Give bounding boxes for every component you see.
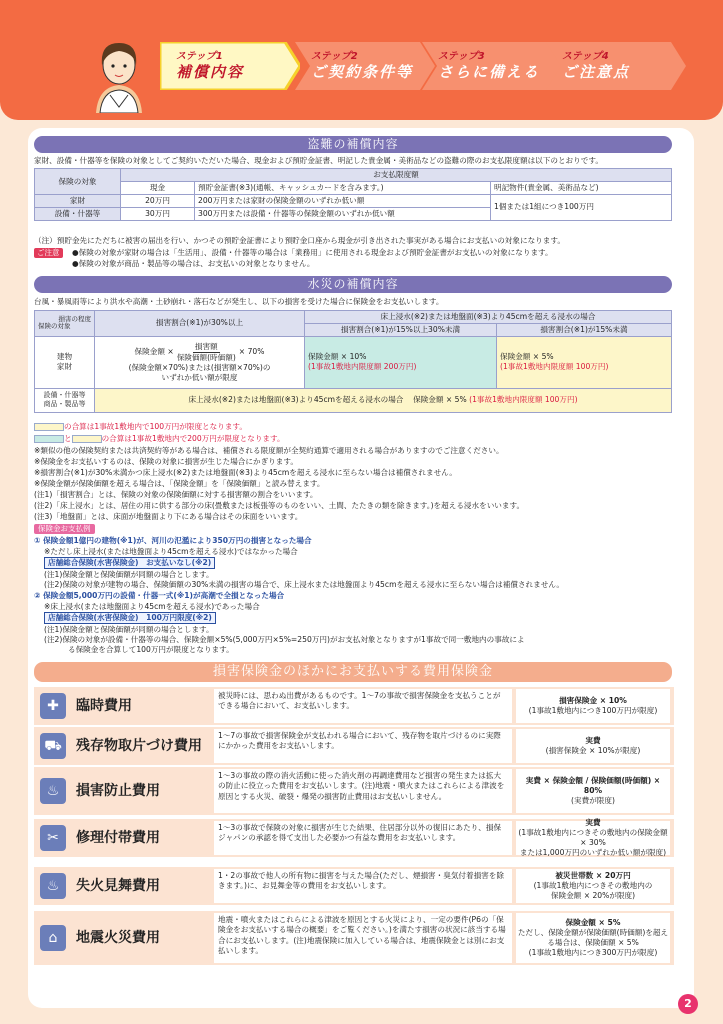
ex2-title: ② 保険金額5,000万円の設備・什器一式(※1)が高潮で全損となった場合 bbox=[34, 591, 285, 600]
expense-row bbox=[34, 867, 674, 905]
expense-amount-note-2: 保険金額 × 20%が限度) bbox=[550, 890, 636, 900]
theft-col-target: 保険の対象 bbox=[35, 169, 121, 195]
expenses-heading: 損害保険金のほかにお支払いする費用保険金 bbox=[34, 662, 672, 682]
caution-tag: ご注意 bbox=[34, 248, 63, 258]
flood-row2-text: 床上浸水(※2)または地盤面(※3)より45cmを超える浸水の場合 bbox=[188, 395, 404, 405]
expense-description: 1〜3の事故で保険の対象に損害が生じた結果、住居部分以外の復旧にあたり、損保ジャパンの承認を得て支出した必要かつ有益な費用をお支払いします。 bbox=[214, 821, 512, 855]
expense-amount bbox=[516, 729, 670, 763]
theft-caution-block bbox=[34, 248, 63, 258]
flood-legend-2 bbox=[34, 434, 285, 444]
step-1-number: ステップ1 bbox=[176, 50, 223, 62]
formula-tail: × 70% bbox=[238, 347, 265, 357]
step-3-title: さらに備える bbox=[438, 62, 541, 81]
flood-note-3: ※保険金額が保険価額を超える場合は、「保険金額」を「保険価額」と読み替えます。 bbox=[34, 479, 325, 488]
expense-amount-main: 実費 bbox=[585, 736, 601, 746]
flood-b1-value: 保険金額 × 10% bbox=[308, 352, 367, 362]
ex2-note1: (注1)保険金額と保険価額が同額の場合とします。 bbox=[44, 625, 214, 634]
flood-legend-1 bbox=[34, 422, 247, 432]
flood-row2-limit: (1事故1敷地内限度額 100万円) bbox=[469, 395, 578, 405]
step-2[interactable] bbox=[295, 42, 425, 90]
presenter-avatar-icon bbox=[88, 35, 150, 113]
ex1-note1: (注1)保険金額と保険価額が同額の場合とします。 bbox=[44, 570, 214, 579]
theft-table bbox=[34, 168, 672, 221]
flood-formula bbox=[95, 336, 305, 388]
theft-sub-explicit: 明記物件(貴金属、美術品など) bbox=[491, 181, 672, 194]
expense-description: 1・2の事故で他人の所有物に損害を与えた場合(ただし、煙損害・臭気付着損害を除きます。)に、お見舞金等の費用をお支払いします。 bbox=[214, 869, 512, 903]
header-band bbox=[0, 0, 723, 120]
flood-col-b: 床上浸水(※2)または地盤面(※3)より45cmを超える浸水の場合 bbox=[305, 311, 672, 324]
flood-row2-cell bbox=[95, 388, 672, 412]
expense-amount-main: 実費 bbox=[585, 818, 601, 828]
ex2-sub: ※床上浸水(または地盤面より45cmを超える浸水)であった場合 bbox=[44, 602, 260, 611]
theft-row2-label: 設備・什器等 bbox=[35, 207, 121, 220]
flood-row2-value: 保険金額 × 5% bbox=[413, 395, 467, 405]
theft-row1-label: 家財 bbox=[35, 194, 121, 207]
legend-yellow-swatch-2 bbox=[72, 435, 102, 443]
expense-description: 1〜7の事故で損害保険金が支払われる場合において、残存物を取片づけるのに実際にかかった費用をお支払いします。 bbox=[214, 729, 512, 763]
theft-caution-2: ●保険の対象が商品・製品等の場合は、お支払いの対象となりません。 bbox=[72, 259, 315, 268]
expense-amount-note-2: (1事故1敷地内につき300万円が限度) bbox=[528, 947, 658, 957]
legend-2-text: の合算は1事故1敷地内で200万円が限度となります。 bbox=[101, 434, 285, 443]
truck-icon: ⛟ bbox=[40, 733, 66, 759]
expense-amount bbox=[516, 869, 670, 903]
expense-amount bbox=[516, 689, 670, 723]
expense-description: 1〜3の事故の際の消火活動に使った消火剤の再調達費用など損害の発生または拡大の防止に役立った費用をお支払いします。(注)地震・噴火またはこれらによる津波を原因とする火災、破裂・爆発の損害防止費用はお支払いしません。 bbox=[214, 769, 512, 813]
expense-name: 失火見舞費用 bbox=[76, 878, 160, 894]
flood-col-b1: 損害割合(※1)が15%以上30%未満 bbox=[305, 323, 497, 336]
flood-b1-limit: (1事故1敷地内限度額 200万円) bbox=[308, 362, 417, 372]
theft-heading: 盗難の補償内容 bbox=[34, 136, 672, 153]
flood-corner-bottom: 保険の対象 bbox=[38, 322, 71, 331]
example-tag-wrap bbox=[34, 524, 95, 534]
theft-row1-deposit: 200万円または家財の保険金額のいずれか低い額 bbox=[195, 194, 491, 207]
flood-col-b2: 損害割合(※1)が15%未満 bbox=[497, 323, 672, 336]
expense-row bbox=[34, 727, 674, 765]
flood-row2-label: 設備・什器等 商品・製品等 bbox=[35, 388, 95, 412]
fire-icon: ♨ bbox=[40, 873, 66, 899]
expense-amount-note: (損害保険金 × 10%が限度) bbox=[545, 746, 641, 755]
flood-note-6: (注3)「地盤面」とは、床面が地盤面より下にある場合はその床面をいいます。 bbox=[34, 512, 303, 521]
ex2-note3: る保険金を合算して100万円が限度となります。 bbox=[68, 645, 234, 654]
expense-amount-note: (1事故1敷地内につきその敷地内の保険金額 × 30% bbox=[518, 828, 668, 847]
expense-amount bbox=[516, 913, 670, 963]
expense-row bbox=[34, 911, 674, 965]
flood-b2-limit: (1事故1敷地内限度額 100万円) bbox=[500, 362, 609, 372]
ambulance-icon: ✚ bbox=[40, 693, 66, 719]
theft-row1-cash: 20万円 bbox=[121, 194, 195, 207]
flood-heading: 水災の補償内容 bbox=[34, 276, 672, 293]
step-4[interactable] bbox=[546, 42, 676, 90]
step-3-number: ステップ3 bbox=[438, 50, 485, 62]
theft-col-limit: お支払限度額 bbox=[121, 169, 672, 182]
flood-b2-value: 保険金額 × 5% bbox=[500, 352, 554, 362]
step-4-title: ご注意点 bbox=[562, 62, 631, 81]
formula-lead: 保険金額 × bbox=[134, 347, 174, 357]
expense-name: 地震火災費用 bbox=[76, 930, 160, 946]
step-1[interactable] bbox=[160, 42, 290, 90]
expense-name: 残存物取片づけ費用 bbox=[76, 738, 202, 754]
theft-row2-cash: 30万円 bbox=[121, 207, 195, 220]
theft-note3: （注）預貯金先にただちに被害の届出を行い、かつその預貯金証書により預貯金口座から現金が引き出された事実がある場合にお支払いの対象になります。 bbox=[34, 236, 565, 245]
flood-b2-cell bbox=[497, 336, 672, 388]
ex2-box: 店舗総合保険(水害保険金) 100万円限度(※2) bbox=[44, 612, 216, 624]
step-2-number: ステップ2 bbox=[311, 50, 358, 62]
expense-amount bbox=[516, 818, 670, 857]
wrench-icon: ✂ bbox=[40, 825, 66, 851]
ex1-title: ① 保険金額1億円の建物(※1)が、河川の氾濫により350万円の損害となった場合 bbox=[34, 536, 312, 545]
theft-caution-1: ●保険の対象が家財の場合は「生活用」、設備・什器等の場合は「業務用」に使用される現金および預貯金証書がお支払いの対象になります。 bbox=[72, 248, 553, 257]
legend-green-swatch bbox=[34, 435, 64, 443]
page-number: 2 bbox=[678, 994, 698, 1014]
flood-intro: 台風・暴風雨等により洪水や高潮・土砂崩れ・落石などが発生し、以下の損害を受けた場合に保険金をお支払いします。 bbox=[34, 297, 444, 306]
theft-sub-deposit: 預貯金証書(※3)(通帳、キャッシュカードを含みます。) bbox=[195, 181, 491, 194]
earthquake-house-icon: ⌂ bbox=[40, 925, 66, 951]
flood-table bbox=[34, 310, 672, 413]
ex1-note2: (注2)保険の対象が建物の場合、保険価額の30%未満の損害の場合で、床上浸水または地盤面より45cmを超える浸水に至らない場合は補償されません。 bbox=[44, 580, 564, 589]
flood-corner bbox=[35, 311, 95, 337]
expense-amount-main: 損害保険金 × 10% bbox=[559, 696, 627, 706]
expense-description: 地震・噴火またはこれらによる津波を原因とする火災により、一定の要件(P6の「保険金をお支払いする場合の概要」をご覧ください。)を満たす損害の状況に該当する場合にお支払いします。(注)地震保険に加入している場合は、地震保険金とは別にお支払いします。 bbox=[214, 913, 512, 963]
ex2-note2: (注2)保険の対象が設備・什器等の場合、保険金額×5%(5,000万円×5%=250万円)がお支払対象となりますが1事故で同一敷地内の事故によ bbox=[44, 635, 525, 644]
expense-amount-note-2: または1,000万円のいずれか低い額が限度) bbox=[519, 847, 667, 857]
theft-explicit-value: 1個または1組につき100万円 bbox=[491, 194, 672, 220]
flood-row1-label: 建物 家財 bbox=[35, 336, 95, 388]
flood-note-0: ※類似の他の保険契約または共済契約等がある場合は、補償される限度額が全契約通算で適用される場合がありますのでご注意ください。 bbox=[34, 446, 504, 455]
step-3[interactable] bbox=[422, 42, 552, 90]
expense-amount-note: (1事故1敷地内につき100万円が限度) bbox=[528, 706, 658, 715]
flood-note-4: (注1)「損害割合」とは、保険の対象の保険価額に対する損害額の割合をいいます。 bbox=[34, 490, 318, 499]
step-1-title: 補償内容 bbox=[176, 62, 245, 81]
expense-description: 被災時には、思わぬ出費があるものです。1〜7の事故で損害保険金を支払うことができる場合において、お支払いします。 bbox=[214, 689, 512, 723]
formula-alt-2: いずれか低い額が限度 bbox=[161, 372, 238, 382]
legend-2-mid: と bbox=[64, 434, 72, 443]
flood-note-2: ※損害割合(※1)が30%未満かつ床上浸水(※2)または地盤面(※3)より45cmを超える浸水に至らない場合は補償されません。 bbox=[34, 468, 457, 477]
expense-name: 臨時費用 bbox=[76, 698, 132, 714]
flood-corner-top: 損害の程度 bbox=[58, 314, 91, 323]
expense-amount-note: (実費が限度) bbox=[571, 795, 615, 805]
theft-intro: 家財、設備・什器等を保険の対象としてご契約いただいた場合、現金および預貯金証書、明記した貴金属・美術品などの盗難の際のお支払限度額は以下のとおりです。 bbox=[34, 156, 603, 165]
expense-row bbox=[34, 687, 674, 725]
example-tag: 保険金お支払例 bbox=[34, 524, 95, 534]
legend-1-text: の合算は1事故1敷地内で100万円が限度となります。 bbox=[64, 422, 248, 431]
ex1-box: 店舗総合保険(水害保険金) お支払いなし(※2) bbox=[44, 557, 215, 569]
theft-row2-deposit: 300万円または設備・什器等の保険金額のいずれか低い額 bbox=[195, 207, 491, 220]
formula-numerator: 損害額 bbox=[194, 342, 218, 351]
expense-amount-main: 保険金額 × 5% bbox=[565, 918, 621, 928]
expense-amount-main: 被災世帯数 × 20万円 bbox=[555, 871, 631, 881]
expense-amount-note: ただし、保険金額が保険価額(時価額)を超える場合は、保険価額 × 5% bbox=[517, 928, 669, 947]
expense-amount-main: 実費 × 保険金額 / 保険価額(時価額) × 80% bbox=[525, 776, 661, 796]
step-4-number: ステップ4 bbox=[562, 50, 609, 62]
step-2-title: ご契約条件等 bbox=[311, 62, 414, 81]
expense-amount bbox=[516, 769, 670, 813]
expense-name: 修理付帯費用 bbox=[76, 830, 160, 846]
ex1-sub: ※ただし床上浸水(または地盤面より45cmを超える浸水)ではなかった場合 bbox=[44, 547, 298, 556]
formula-denominator: 保険価額(時価額) bbox=[176, 352, 236, 362]
expense-row bbox=[34, 767, 674, 815]
expense-name: 損害防止費用 bbox=[76, 783, 160, 799]
expense-amount-note: (1事故1敷地内につきその敷地内の bbox=[533, 881, 653, 891]
fire-extinguisher-icon: ♨ bbox=[40, 778, 66, 804]
flood-col-a: 損害割合(※1)が30%以上 bbox=[95, 311, 305, 337]
flood-b1-cell bbox=[305, 336, 497, 388]
step-navigation bbox=[160, 42, 680, 90]
expense-row bbox=[34, 819, 674, 857]
flood-note-1: ※保険金をお支払いするのは、保険の対象に損害が生じた場合にかぎります。 bbox=[34, 457, 298, 466]
legend-yellow-swatch bbox=[34, 423, 64, 431]
theft-sub-cash: 現金 bbox=[121, 181, 195, 194]
flood-note-5: (注2)「床上浸水」とは、居住の用に供する部分の床(畳敷または板張等のものをいい、土間、たたきの類を除きます。)を超える浸水をいいます。 bbox=[34, 501, 525, 510]
formula-alt-1: (保険金額×70%)または(損害額×70%)の bbox=[128, 362, 271, 372]
